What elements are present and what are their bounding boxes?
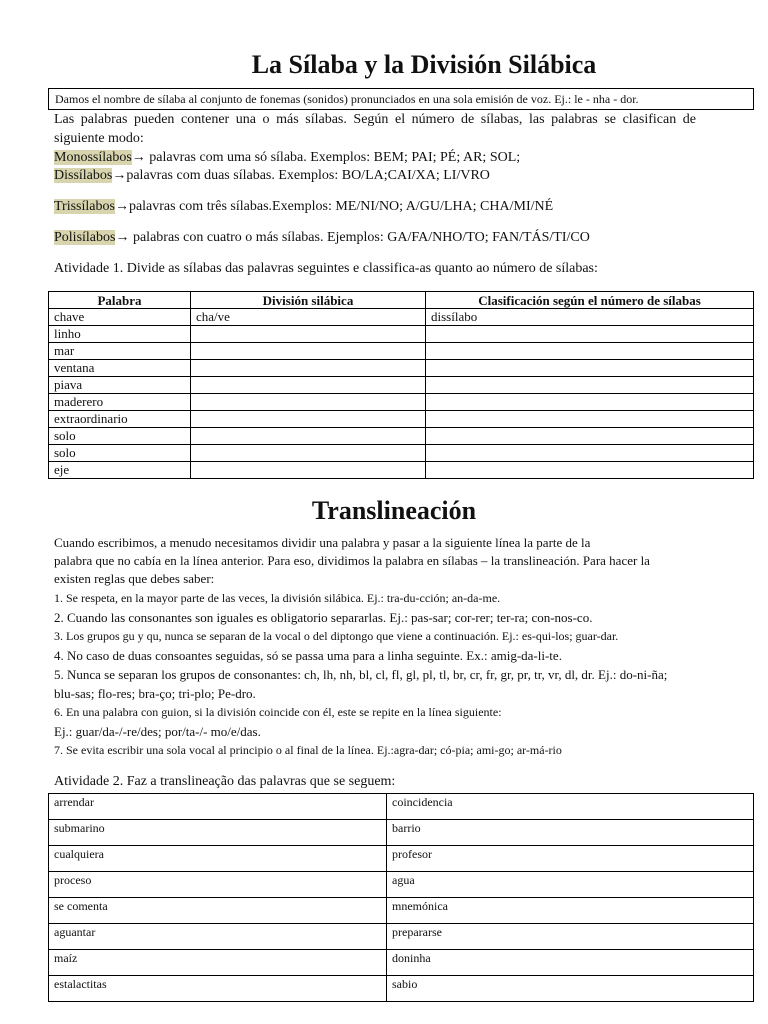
table-row — [49, 794, 754, 820]
classification-cell[interactable] — [426, 462, 754, 479]
rule-item: 3. Los grupos gu y qu, nunca se separan de la vocal o del diptongo que viene a continuación. Ej.: es-qui-los; guar-dar. — [54, 629, 619, 643]
division-cell[interactable] — [191, 394, 426, 411]
word-cell[interactable]: submarino — [49, 820, 387, 846]
word-cell[interactable]: arrendar — [49, 794, 387, 820]
classification-cell[interactable]: dissílabo — [426, 309, 754, 326]
intro-paragraph: Las palabras pueden contener una o más sílabas. Según el número de sílabas, las palabras se clasifican de siguiente modo: — [54, 112, 696, 146]
table-row — [49, 309, 754, 326]
word-cell[interactable]: prepararse — [387, 924, 754, 950]
table-row — [49, 445, 754, 462]
header-division: División silábica — [191, 292, 426, 309]
intro-line: Cuando escribimos, a menudo necesitamos dividir una palabra y pasar a la siguiente línea la parte de la — [54, 535, 591, 550]
word-cell: mar — [49, 343, 191, 360]
rule-item: blu-sas; flo-res; bra-ço; tri-plo; Pe-dro. — [54, 686, 256, 701]
table-row — [49, 428, 754, 445]
word-cell[interactable]: aguantar — [49, 924, 387, 950]
classification-cell[interactable] — [426, 343, 754, 360]
classification-cell[interactable] — [426, 360, 754, 377]
classification-cell[interactable] — [426, 428, 754, 445]
category-disilabos — [54, 166, 696, 185]
table-row — [49, 377, 754, 394]
word-cell[interactable]: coincidencia — [387, 794, 754, 820]
category-text: →palavras com três sílabas.Exemplos: ME/NI/NO; A/GU/LHA; CHA/MI/NÉ — [114, 199, 554, 214]
division-cell[interactable] — [191, 360, 426, 377]
table-row — [49, 326, 754, 343]
activity-2-instruction: Atividade 2. Faz a translineação das palavras que se seguem: — [54, 774, 396, 789]
table-row — [49, 924, 754, 950]
translineation-table — [48, 793, 754, 1002]
rule-item: 7. Se evita escribir una sola vocal al principio o al final de la línea. Ej.:agra-dar; có-pia; ami-go; ar-má-rio — [54, 743, 562, 757]
classification-cell[interactable] — [426, 326, 754, 343]
rule-item: 1. Se respeta, en la mayor parte de las veces, la división silábica. Ej.: tra-du-cción; an-da-me. — [54, 591, 501, 605]
word-cell[interactable]: cualquiera — [49, 846, 387, 872]
word-cell: eje — [49, 462, 191, 479]
division-cell[interactable] — [191, 445, 426, 462]
category-term: Trissílabos — [54, 199, 115, 214]
category-text: → palavras com uma só sílaba. Exemplos: BEM; PAI; PÉ; AR; SOL; — [131, 150, 521, 165]
rules-list — [54, 589, 696, 760]
table-row — [49, 898, 754, 924]
word-cell[interactable]: barrio — [387, 820, 754, 846]
page-title: La Sílaba y la División Silábica — [251, 50, 597, 79]
intro-line: existen reglas que debes saber: — [54, 571, 215, 586]
table-row — [49, 343, 754, 360]
table-row — [49, 820, 754, 846]
header-clasificacion: Clasificación según el número de sílabas — [426, 292, 754, 309]
category-term: Monossílabos — [54, 150, 132, 165]
definition-box: Damos el nombre de sílaba al conjunto de fonemas (sonidos) pronunciados en una sola emisión de voz. Ej.: le - nha - dor. — [48, 88, 754, 110]
category-monosilabos — [54, 148, 696, 167]
syllable-table — [48, 291, 754, 479]
division-cell[interactable]: cha/ve — [191, 309, 426, 326]
word-cell[interactable]: mnemónica — [387, 898, 754, 924]
table-row — [49, 411, 754, 428]
table-row — [49, 394, 754, 411]
translineacion-intro — [54, 534, 696, 588]
word-cell[interactable]: doninha — [387, 950, 754, 976]
word-cell: solo — [49, 445, 191, 462]
word-cell: linho — [49, 326, 191, 343]
division-cell[interactable] — [191, 428, 426, 445]
header-palabra: Palabra — [49, 292, 191, 309]
word-cell[interactable]: estalactitas — [49, 976, 387, 1002]
intro-line: palabra que no cabía en la línea anterior. Para eso, dividimos la palabra en sílabas – la translineación. Para hacer la — [54, 553, 650, 568]
word-cell: piava — [49, 377, 191, 394]
division-cell[interactable] — [191, 326, 426, 343]
category-text: → palabras con cuatro o más sílabas. Ejemplos: GA/FA/NHO/TO; FAN/TÁS/TI/CO — [115, 230, 590, 245]
table-header-row — [49, 292, 754, 309]
table-row — [49, 462, 754, 479]
classification-cell[interactable] — [426, 411, 754, 428]
word-cell[interactable]: agua — [387, 872, 754, 898]
word-cell[interactable]: sabio — [387, 976, 754, 1002]
word-cell[interactable]: proceso — [49, 872, 387, 898]
category-term: Polisílabos — [54, 230, 116, 245]
category-polisilabos — [54, 228, 696, 247]
table-row — [49, 976, 754, 1002]
word-cell: extraordinario — [49, 411, 191, 428]
category-trisilabos — [54, 197, 696, 216]
table-row — [49, 846, 754, 872]
rule-item: 6. En una palabra con guion, si la división coincide con él, este se repite en la línea siguiente: — [54, 705, 502, 719]
division-cell[interactable] — [191, 377, 426, 394]
rule-item: Ej.: guar/da-/-re/des; por/ta-/- mo/e/das. — [54, 724, 261, 739]
rule-item: 2. Cuando las consonantes son iguales es obligatorio separarlas. Ej.: pas-sar; cor-rer; ter-ra; con-nos-co. — [54, 610, 593, 625]
table-row — [49, 872, 754, 898]
word-cell: chave — [49, 309, 191, 326]
word-cell: ventana — [49, 360, 191, 377]
division-cell[interactable] — [191, 343, 426, 360]
word-cell: maderero — [49, 394, 191, 411]
activity-1-instruction: Atividade 1. Divide as sílabas das palavras seguintes e classifica-as quanto ao número de sílabas: — [54, 261, 598, 276]
division-cell[interactable] — [191, 462, 426, 479]
table-row — [49, 360, 754, 377]
classification-cell[interactable] — [426, 394, 754, 411]
classification-cell[interactable] — [426, 377, 754, 394]
rule-item: 4. No caso de duas consoantes seguidas, só se passa uma para a linha seguinte. Ex.: amig-da-li-te. — [54, 648, 562, 663]
rule-item: 5. Nunca se separan los grupos de consonantes: ch, lh, nh, bl, cl, fl, gl, pl, tl, br, cr, fr, gr, pr, tr, vr, dl, dr. Ej.: do-ni-ña; — [54, 667, 668, 682]
category-text: →palavras com duas sílabas. Exemplos: BO/LA;CAI/XA; LI/VRO — [112, 168, 490, 183]
category-term: Dissílabos — [54, 168, 113, 183]
word-cell[interactable]: maíz — [49, 950, 387, 976]
word-cell[interactable]: profesor — [387, 846, 754, 872]
table-row — [49, 950, 754, 976]
word-cell: solo — [49, 428, 191, 445]
classification-cell[interactable] — [426, 445, 754, 462]
word-cell[interactable]: se comenta — [49, 898, 387, 924]
section-title-translineacion: Translineación — [311, 496, 477, 525]
division-cell[interactable] — [191, 411, 426, 428]
